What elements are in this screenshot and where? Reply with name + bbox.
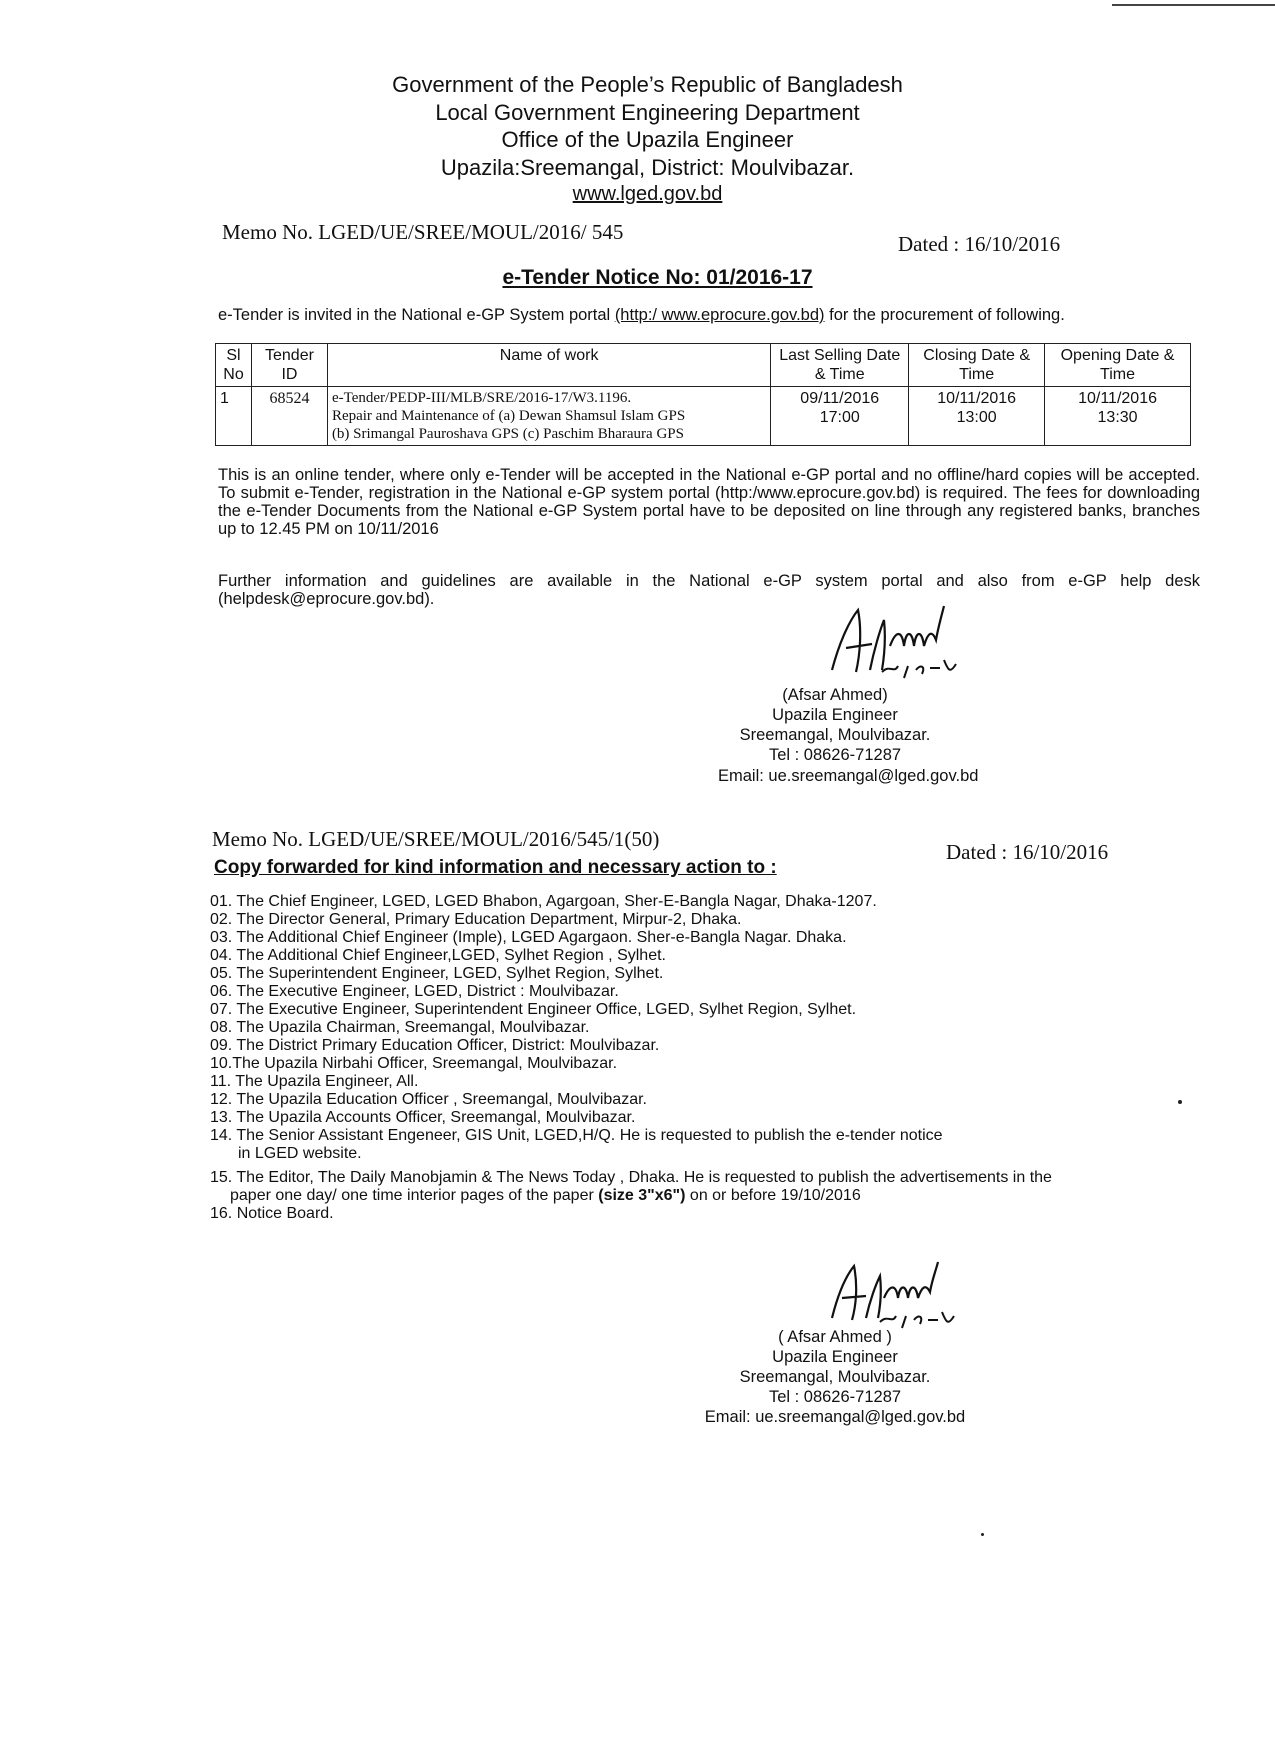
- list-item: 10.The Upazila Nirbahi Officer, Sreemangal, Moulvibazar.: [210, 1055, 618, 1072]
- work-line: (b) Srimangal Pauroshava GPS (c) Paschim Bharaura GPS: [331, 426, 684, 442]
- work-line: Repair and Maintenance of (a) Dewan Shamsul Islam GPS: [331, 408, 686, 424]
- notice-title: e-Tender Notice No: 01/2016-17: [502, 266, 813, 289]
- signatory-email: Email: ue.sreemangal@lged.gov.bd: [718, 767, 979, 785]
- signatory-tel: Tel : 08626-71287: [768, 746, 902, 764]
- work-line: e-Tender/PEDP-III/MLB/SRE/2016-17/W3.1196.: [331, 390, 632, 406]
- intro-after: for the procurement of following.: [824, 306, 1065, 324]
- forward-list: [210, 893, 1052, 1223]
- table-header-row: [216, 344, 1191, 387]
- list-item-text: paper one day/ one time interior pages of the paper: [230, 1187, 599, 1204]
- closing-time: 13:00: [956, 409, 997, 426]
- list-item: 04. The Additional Chief Engineer,LGED, Sylhet Region , Sylhet.: [210, 947, 666, 964]
- signatory-tel: Tel : 08626-71287: [768, 1388, 902, 1406]
- cell-tender-id: 68524: [251, 387, 327, 446]
- department-name: Local Government Engineering Department: [435, 100, 860, 125]
- memo-number-2: Memo No. LGED/UE/SREE/MOUL/2016/545/1(50): [212, 827, 660, 851]
- closing-date: 10/11/2016: [937, 390, 1017, 407]
- office-location: Upazila:Sreemangal, District: Moulvibazar.: [440, 155, 855, 180]
- signatory-designation: Upazila Engineer: [772, 1348, 898, 1366]
- intro-before: e-Tender is invited in the National e-GP System portal: [218, 306, 615, 324]
- memo-date-2: Dated : 16/10/2016: [946, 840, 1109, 864]
- list-item: 07. The Executive Engineer, Superintendent Engineer Office, LGED, Sylhet Region, Sylhet.: [210, 1001, 857, 1018]
- list-item: 15. The Editor, The Daily Manobjamin & The News Today , Dhaka. He is requested to publish the advertisements in the: [210, 1169, 1052, 1186]
- signatory-name: ( Afsar Ahmed ): [778, 1328, 892, 1346]
- cell-opening: [1045, 387, 1191, 446]
- copy-forwarded-title: Copy forwarded for kind information and necessary action to :: [214, 857, 777, 878]
- list-item: 01. The Chief Engineer, LGED, LGED Bhabon, Agargoan, Sher-E-Bangla Nagar, Dhaka-1207.: [210, 893, 877, 910]
- scan-speck: [981, 1533, 984, 1536]
- list-item: 14. The Senior Assistant Engeneer, GIS Unit, LGED,H/Q. He is requested to publish the e-tender notice: [210, 1127, 943, 1144]
- memo-number: Memo No. LGED/UE/SREE/MOUL/2016/ 545: [222, 220, 624, 244]
- list-item: 13. The Upazila Accounts Officer, Sreemangal, Moulvibazar.: [210, 1109, 636, 1126]
- header-tender-id: Tender ID: [251, 344, 327, 387]
- header-last-selling: Last Selling Date & Time: [771, 344, 909, 387]
- opening-date: 10/11/2016: [1078, 390, 1157, 407]
- list-item: 11. The Upazila Engineer, All.: [210, 1073, 419, 1090]
- further-info-paragraph: Further information and guidelines are available in the National e-GP system portal and also from e-GP help desk (helpdesk@eprocure.gov.bd).: [218, 572, 1200, 608]
- signature-image: [820, 600, 980, 690]
- header-closing: Closing Date & Time: [909, 344, 1045, 387]
- list-item: 09. The District Primary Education Officer, District: Moulvibazar.: [210, 1037, 660, 1054]
- cell-sl: 1: [216, 387, 252, 446]
- last-selling-time: 17:00: [819, 409, 860, 426]
- signatory-location: Sreemangal, Moulvibazar.: [739, 726, 931, 744]
- opening-time: 13:30: [1097, 409, 1138, 426]
- signatory-location: Sreemangal, Moulvibazar.: [739, 1368, 931, 1386]
- cell-closing: [909, 387, 1045, 446]
- size-spec: (size 3"x6"): [598, 1187, 686, 1204]
- list-item: 03. The Additional Chief Engineer (Imple), LGED Agargaon. Sher-e-Bangla Nagar. Dhaka.: [210, 929, 847, 946]
- header-opening: Opening Date & Time: [1045, 344, 1191, 387]
- cell-last-selling: [771, 387, 909, 446]
- tender-terms-paragraph: This is an online tender, where only e-Tender will be accepted in the National e-GP portal and no offline/hard copies will be accepted. To submit e-Tender, registration in the National e-GP system portal (http:/www.eprocure.gov.bd) is required. The fees for downloading the e-Tender Documents from the National e-GP System portal have to be deposited on line through any registered banks, branches up to 12.45 PM on 10/11/2016: [218, 466, 1200, 538]
- list-item: 02. The Director General, Primary Education Department, Mirpur-2, Dhaka.: [210, 911, 742, 928]
- website-link[interactable]: www.lged.gov.bd: [572, 183, 723, 205]
- list-item: 08. The Upazila Chairman, Sreemangal, Moulvibazar.: [210, 1019, 590, 1036]
- list-item: [210, 1187, 1052, 1205]
- header-sl: Sl No: [216, 344, 252, 387]
- scan-edge-line: [1112, 4, 1275, 6]
- signature-image-2: [818, 1258, 968, 1338]
- list-item: 12. The Upazila Education Officer , Sreemangal, Moulvibazar.: [210, 1091, 647, 1108]
- eprocure-link[interactable]: (http:/ www.eprocure.gov.bd): [614, 306, 825, 324]
- signature-block-2: [700, 1327, 970, 1427]
- list-item: 16. Notice Board.: [210, 1205, 334, 1222]
- list-item: in LGED website.: [238, 1145, 362, 1162]
- list-item: 06. The Executive Engineer, LGED, District : Moulvibazar.: [210, 983, 619, 1000]
- cell-name-of-work: [327, 387, 770, 446]
- list-item: 05. The Superintendent Engineer, LGED, Sylhet Region, Sylhet.: [210, 965, 664, 982]
- scan-speck: [1178, 1100, 1182, 1104]
- memo-date: Dated : 16/10/2016: [898, 232, 1061, 256]
- last-selling-date: 09/11/2016: [800, 390, 880, 407]
- intro-text: [218, 306, 1065, 325]
- signatory-name: (Afsar Ahmed): [782, 686, 888, 704]
- government-name: Government of the People’s Republic of Bangladesh: [392, 72, 903, 97]
- office-name: Office of the Upazila Engineer: [501, 127, 794, 152]
- tender-table: [215, 343, 1191, 446]
- signature-block-1: [700, 685, 970, 765]
- header-name-of-work: Name of work: [327, 344, 770, 387]
- signatory-email: Email: ue.sreemangal@lged.gov.bd: [704, 1408, 966, 1426]
- table-row: [216, 387, 1191, 446]
- list-item-text: on or before 19/10/2016: [685, 1187, 861, 1204]
- signatory-designation: Upazila Engineer: [772, 706, 898, 724]
